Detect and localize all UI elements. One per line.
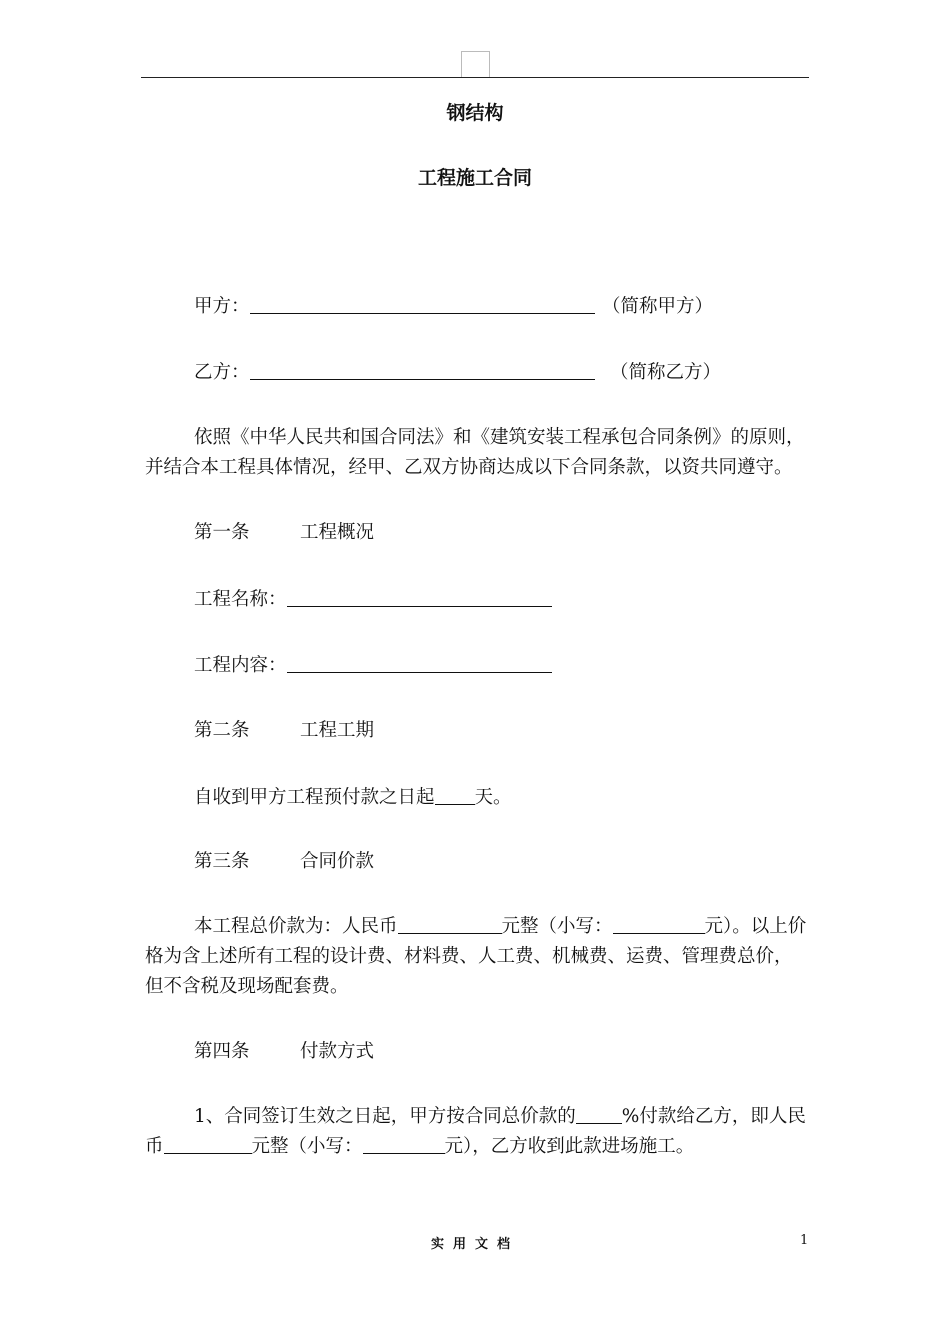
party-b-row xyxy=(194,358,595,388)
price-line2: 格为含上述所有工程的设计费、材料费、人工费、机械费、运费、管理费总价， xyxy=(145,946,793,967)
payment-line2: 币 元整（小写： 元），乙方收到此款进场施工。 xyxy=(145,1136,695,1157)
price-line3: 但不含税及现场配套费。 xyxy=(145,976,349,997)
party-b-blank[interactable] xyxy=(250,378,595,380)
payment-figures-blank[interactable] xyxy=(363,1152,445,1154)
project-content-row xyxy=(194,651,552,681)
payment-percent-blank[interactable] xyxy=(576,1122,622,1124)
party-b-label: 乙方： xyxy=(194,362,250,383)
article3-number: 第三条 xyxy=(194,851,250,872)
article2-number: 第二条 xyxy=(194,720,250,741)
article1-heading: 工程概况 xyxy=(300,522,375,543)
article3-heading: 合同价款 xyxy=(300,851,375,872)
duration-row xyxy=(194,783,512,813)
article1-number: 第一条 xyxy=(194,522,250,543)
project-name-label: 工程名称： xyxy=(194,589,287,610)
document-title-line2: 工程施工合同 xyxy=(417,167,532,189)
document-title-line1: 钢结构 xyxy=(446,102,504,124)
project-name-row xyxy=(194,585,552,615)
duration-text-after: 天。 xyxy=(474,787,512,808)
header-tab-box xyxy=(461,51,490,78)
project-content-label: 工程内容： xyxy=(194,655,287,676)
party-b-suffix: （简称乙方） xyxy=(610,362,722,383)
party-a-suffix: （简称甲方） xyxy=(602,296,714,317)
article4-heading: 付款方式 xyxy=(300,1041,375,1062)
party-a-blank[interactable] xyxy=(250,312,595,314)
duration-days-blank[interactable] xyxy=(435,803,475,805)
party-a-label: 甲方： xyxy=(194,296,250,317)
duration-text-before: 自收到甲方工程预付款之日起 xyxy=(194,787,435,808)
party-a-row xyxy=(194,292,595,322)
page-number: 1 xyxy=(800,1233,809,1248)
payment-words-blank[interactable] xyxy=(164,1152,252,1154)
project-name-blank[interactable] xyxy=(287,605,552,607)
payment-line1: 1、合同签订生效之日起，甲方按合同总价款的 %付款给乙方，即人民 xyxy=(194,1106,806,1127)
footer-label: 实用文档 xyxy=(430,1237,519,1252)
price-words-blank[interactable] xyxy=(398,932,502,934)
project-content-blank[interactable] xyxy=(287,671,552,673)
price-figures-blank[interactable] xyxy=(613,932,705,934)
intro-paragraph xyxy=(145,423,810,483)
payment-paragraph xyxy=(145,1102,810,1162)
price-line1: 本工程总价款为：人民币 元整（小写： 元）。以上价 xyxy=(194,916,807,937)
intro-line2: 并结合本工程具体情况，经甲、乙双方协商达成以下合同条款，以资共同遵守。 xyxy=(145,457,793,478)
intro-line1: 依照《中华人民共和国合同法》和《建筑安装工程承包合同条例》的原则， xyxy=(194,427,805,448)
article2-heading: 工程工期 xyxy=(300,720,375,741)
price-paragraph xyxy=(145,912,810,1002)
header-rule xyxy=(141,77,809,78)
article4-number: 第四条 xyxy=(194,1041,250,1062)
